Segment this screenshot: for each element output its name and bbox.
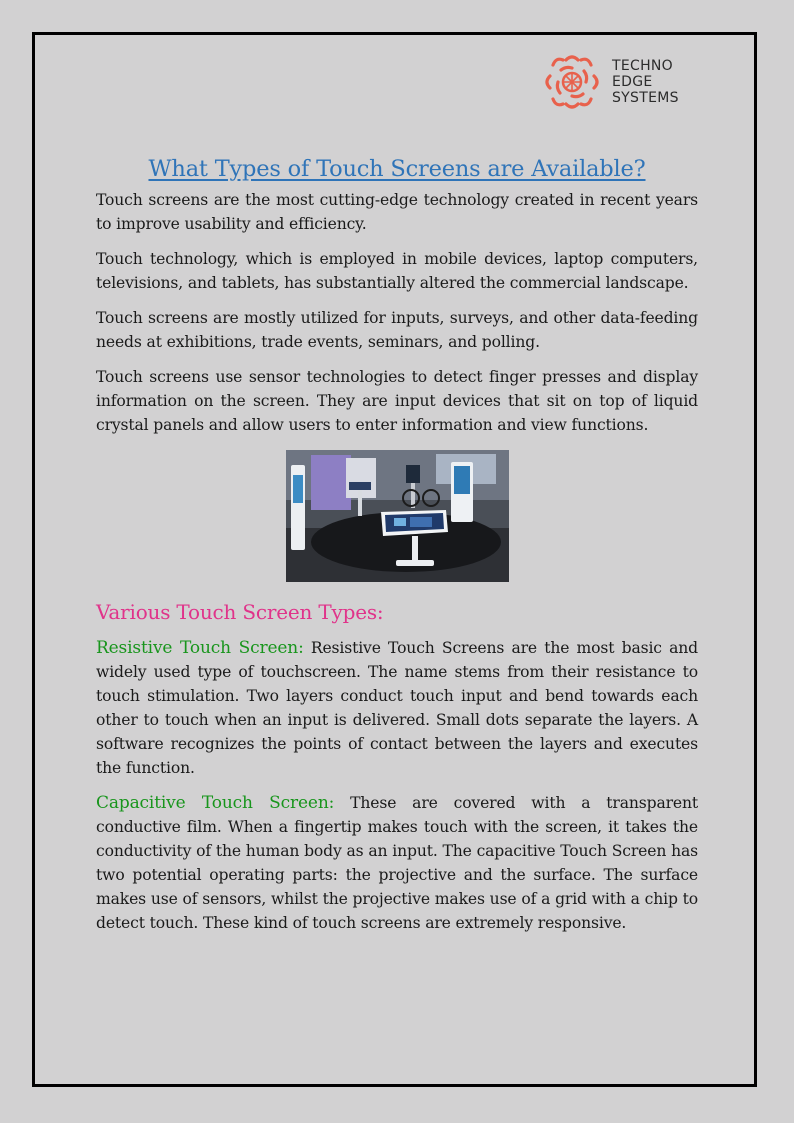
section-heading: Various Touch Screen Types: [96,600,384,624]
paragraph-1: Touch screens are the most cutting-edge technology created in recent years to improve usability and efficiency. [96,191,698,233]
paragraph-3: Touch screens are mostly utilized for inputs, surveys, and other data-feeding needs at exhibitions, trade events, seminars, and polling. [96,309,698,351]
paragraph-4: Touch screens use sensor technologies to detect finger presses and display information on the screen. They are input devices that sit on top of liquid crystal panels and allow users to enter information and view functions. [96,368,698,434]
resistive-term: Resistive Touch Screen: [96,638,304,658]
logo-line-2: EDGE [612,74,653,90]
company-logo [540,50,679,114]
paragraph-2: Touch technology, which is employed in mobile devices, laptop computers, televisions, and tablets, has substantially altered the commercial landscape. [96,250,698,292]
capacitive-paragraph [96,791,698,935]
touch-screen-kiosk-photo [286,450,509,582]
document-body [96,156,698,946]
capacitive-term: Capacitive Touch Screen: [96,793,335,813]
photo-container [96,450,698,582]
logo-line-3: SYSTEMS [612,90,679,106]
logo-text [612,58,679,106]
sun-gear-logo-icon [540,50,604,114]
logo-line-1: TECHNO [612,58,673,74]
capacitive-description: These are covered with a transparent conductive film. When a fingertip makes touch with the screen, it takes the conductivity of the human body as an input. The capacitive Touch Screen has two potential operating parts: the projective and the surface. The surface makes use of sensors, whilst the projective makes use of a grid with a chip to detect touch. These kind of touch screens are extremely responsive. [96,794,698,932]
resistive-paragraph [96,636,698,780]
page-title: What Types of Touch Screens are Available? [148,156,646,182]
resistive-description: Resistive Touch Screens are the most basic and widely used type of touchscreen. The name stems from their resistance to touch stimulation. Two layers conduct touch input and bend towards each other to touch when an input is delivered. Small dots separate the layers. A software recognizes the points of contact between the layers and executes the function. [96,639,698,777]
